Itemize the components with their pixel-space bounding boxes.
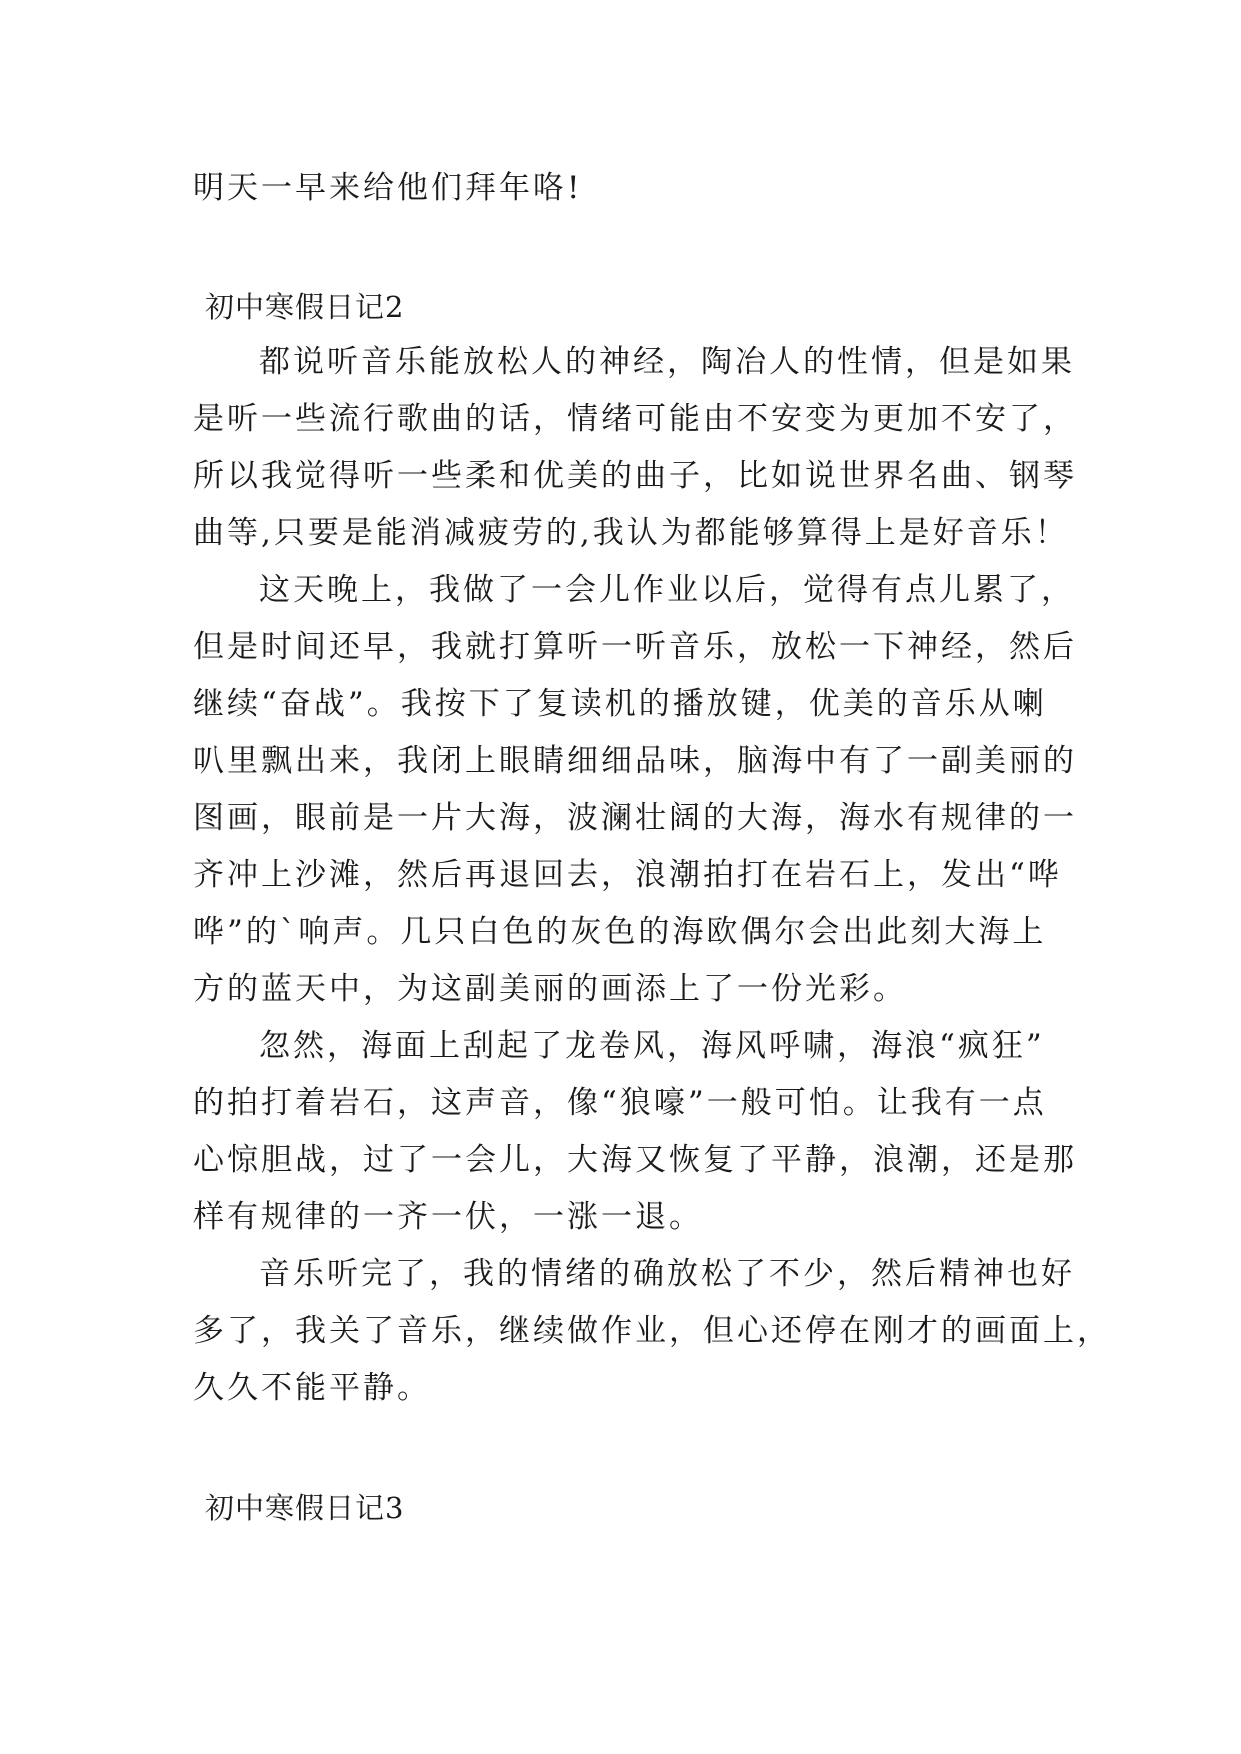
text-line: 样有规律的一齐一伏，一涨一退。 xyxy=(193,1199,703,1235)
text-line: 但是时间还早，我就打算听一听音乐，放松一下神经，然后 xyxy=(193,629,1077,665)
entry-2-title: 初中寒假日记2 xyxy=(205,290,405,324)
text-line: 哗”的`响声。几只白色的灰色的海欧偶尔会出此刻大海上 xyxy=(193,914,1047,950)
text-line: 音乐听完了，我的情绪的确放松了不少，然后精神也好 xyxy=(259,1256,1075,1292)
text-line: 曲等,只要是能消减疲劳的,我认为都能够算得上是好音乐！ xyxy=(193,515,1069,551)
text-line: 图画，眼前是一片大海，波澜壮阔的大海，海水有规律的一 xyxy=(193,800,1077,836)
text-line: 这天晚上，我做了一会儿作业以后，觉得有点儿累了， xyxy=(259,572,1075,608)
text-line: 继续“奋战”。我按下了复读机的播放键，优美的音乐从喇 xyxy=(193,686,1047,722)
entry-3-title: 初中寒假日记3 xyxy=(205,1491,405,1525)
text-line: 心惊胆战，过了一会儿，大海又恢复了平静，浪潮，还是那 xyxy=(193,1142,1077,1178)
closing-line: 明天一早来给他们拜年咯! xyxy=(193,170,583,206)
text-line: 方的蓝天中，为这副美丽的画添上了一份光彩。 xyxy=(193,971,907,1007)
text-line: 多了，我关了音乐，继续做作业，但心还停在刚才的画面上， xyxy=(193,1313,1111,1349)
text-line: 忽然，海面上刮起了龙卷风，海风呼啸，海浪“疯狂” xyxy=(259,1028,1045,1064)
text-line: 久久不能平静。 xyxy=(193,1370,431,1406)
text-line: 叭里飘出来，我闭上眼睛细细品味，脑海中有了一副美丽的 xyxy=(193,743,1077,779)
text-line: 是听一些流行歌曲的话，情绪可能由不安变为更加不安了， xyxy=(193,401,1077,437)
text-line: 所以我觉得听一些柔和优美的曲子，比如说世界名曲、钢琴 xyxy=(193,458,1077,494)
text-line: 的拍打着岩石，这声音，像“狼嚎”一般可怕。让我有一点 xyxy=(193,1085,1047,1121)
text-line: 都说听音乐能放松人的神经，陶冶人的性情，但是如果 xyxy=(259,344,1075,380)
text-line: 齐冲上沙滩，然后再退回去，浪潮拍打在岩石上，发出“哗 xyxy=(193,857,1062,893)
